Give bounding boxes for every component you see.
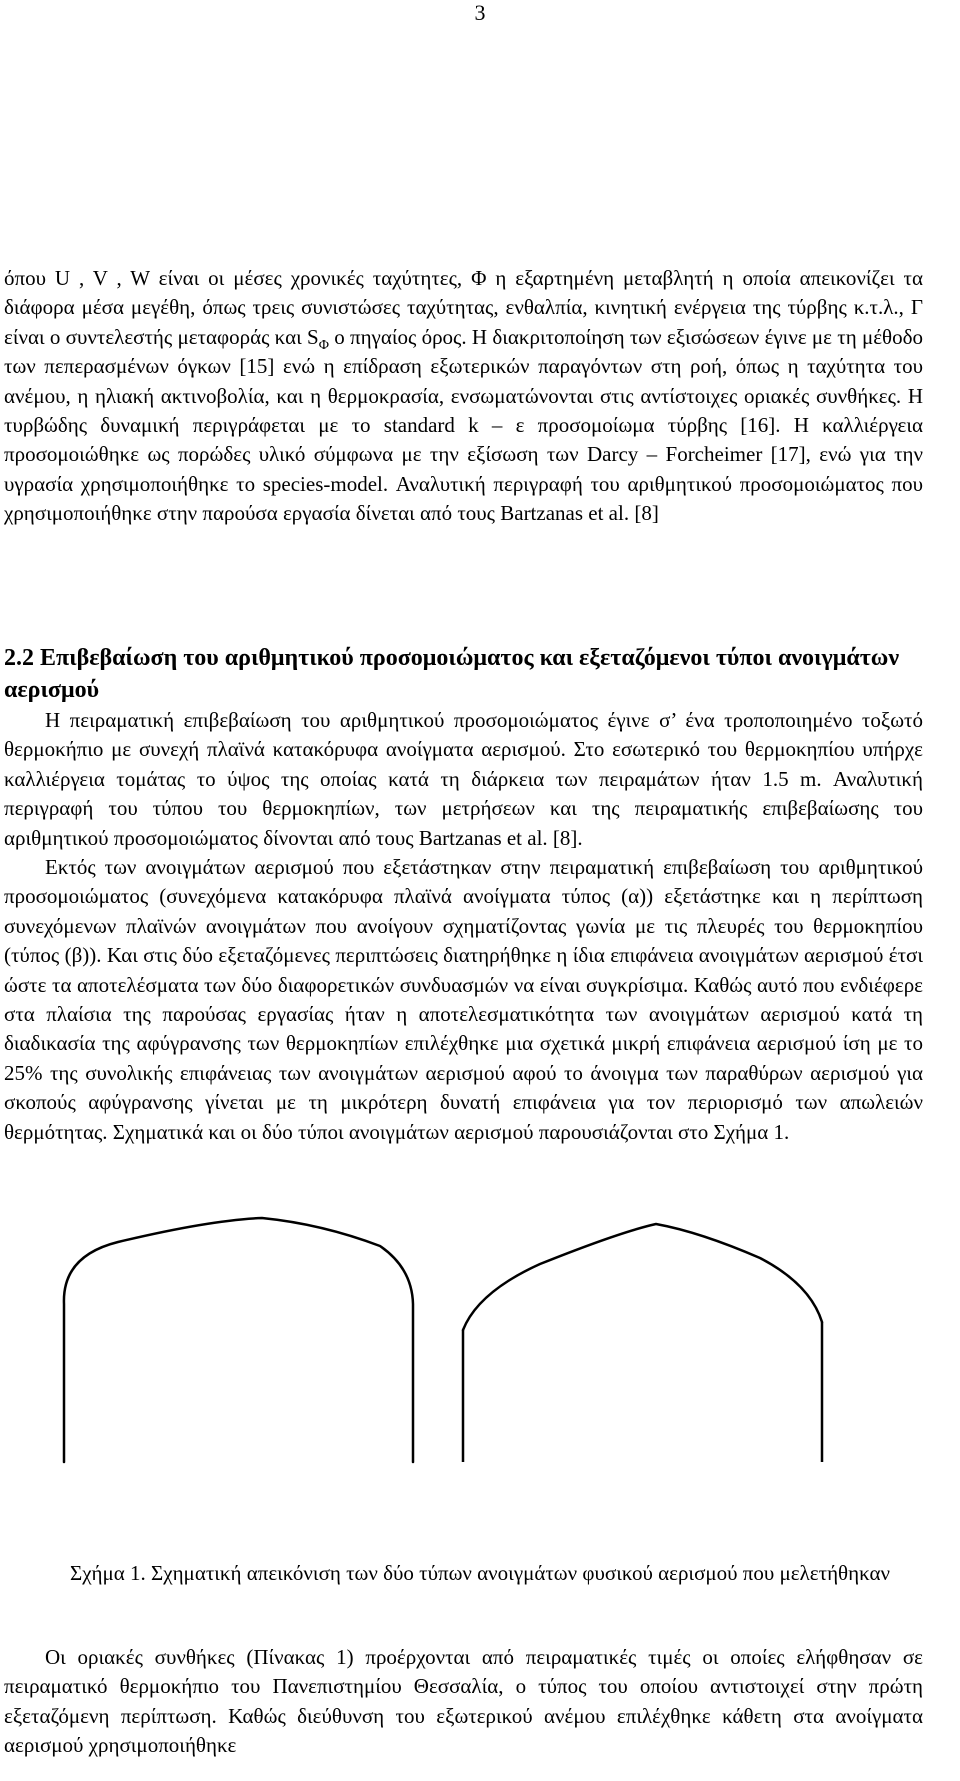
- boundary-conditions-paragraph: [4, 1643, 923, 1761]
- figure-drawing: [0, 1172, 960, 1542]
- validation-paragraph: Η πειραματική επιβεβαίωση του αριθμητικού προσομοιώματος έγινε σ’ ένα τροποποιημένο τοξωτό θερμοκήπιο με συνεχή πλαϊνά κατακόρυφα ανοίγματα αερισμού. Στο εσωτερικό του θερμοκηπίου υπήρχε καλλιέργεια τομάτας το ύψος της οποίας κατά τη διάρκεια των πειραμάτων ήταν 1.5 m. Αναλυτική περιγραφή του τύπου του θερμοκηπίων, των μετρήσεων και της πειραματικής επιβεβαίωσης του αριθμητικού προσομοιώματος δίνονται από τους Bartzanas et al. [8].: [4, 708, 923, 850]
- boundary-text: Οι οριακές συνθήκες (Πίνακας 1) προέρχονται από πειραματικές τιμές οι οποίες ελήφθησαν σε πειραματικό θερμοκήπιο του Πανεπιστημίου Θεσσαλία, ο τύπος του οποίου αντιστοιχεί στην πρώτη εξεταζόμενη περίπτωση. Καθώς διεύθυνση του εξωτερικού ανέμου επιλέχθηκε κάθετη στα ανοίγματα αερισμού χρησιμοποιήθηκε: [4, 1645, 923, 1758]
- greenhouse-arch-type-b: [463, 1224, 822, 1330]
- intro-text-part-a: όπου U , V , W είναι οι μέσες χρονικές ταχύτητες, Φ η εξαρτημένη μεταβλητή η οποία απεικονίζει τα διάφορα μέσα μεγέθη, όπως τρεις συνιστώσες ταχύτητας, ενθαλπία, κινητική ενέργεια της τύρβης κ.τ.λ., Γ είναι ο συντελεστής μεταφοράς και S: [4, 266, 923, 349]
- figure-caption: Σχήμα 1. Σχηματική απεικόνιση των δύο τύπων ανοιγμάτων φυσικού αερισμού που μελετήθηκαν: [70, 1561, 890, 1585]
- intro-text-part-b: ο πηγαίος όρος. Η διακριτοποίηση των εξισώσεων έγινε με τη μέθοδο των πεπερασμένων όγκων [15] ενώ η επίδραση εξωτερικών παραγόντων στη ροή, όπως η ταχύτητα του ανέμου, η ηλιακή ακτινοβολία, και η θερμοκρασία, ενσωματώνονται στις αντίστοιχες οριακές συνθήκες. Η τυρβώδης δυναμική περιγράφεται με το standard k – ε προσομοίωμα τύρβης [16]. Η καλλιέργεια προσομοιώθηκε ως πορώδες υλικό σύμφωνα με την εξίσωση των Darcy – Forcheimer [17], ενώ για την υγρασία χρησιμοποιήθηκε το species-model. Αναλυτική περιγραφή του αριθμητικού προσομοιώματος που χρησιμοποιήθηκε στην παρούσα εργασία δίνεται από τους Bartzanas et al. [8]: [4, 324, 923, 526]
- figure-greenhouse-vents: [0, 1172, 960, 1542]
- vent-types-paragraph: Εκτός των ανοιγμάτων αερισμού που εξετάστηκαν στην πειραματική επιβεβαίωση του αριθμητικού προσομοιώματος (συνεχόμενα κατακόρυφα πλαϊνά ανοίγματα τύπος (α)) εξετάστηκε και η περίπτωση συνεχόμενων πλαϊνών ανοιγμάτων που ανοίγουν σχηματίζοντας γωνία με τις πλευρές του θερμοκηπίου (τύπος (β)). Και στις δύο εξεταζόμενες περιπτώσεις διατηρήθηκε η ίδια επιφάνεια ανοιγμάτων αερισμού έτσι ώστε τα αποτελέσματα των δύο διαφορετικών συνδυασμών να είναι συγκρίσιμα. Καθώς αυτό που ενδιέφερε στα πλαίσια της παρούσας εργασίας ήταν η αποτελεσματικότητα των ανοιγμάτων αερισμού κατά τη διαδικασία της αφύγρανσης των θερμοκηπίων επιλέχθηκε μια σχετικά μικρή επιφάνεια αερισμού ίση με το 25% της συνολικής επιφάνειας των ανοιγμάτων αερισμού αφού το άνοιγμα των παραθύρων αερισμού για σκοπούς αφύγρανσης γίνεται με τη μικρότερη δυνατή επιφάνεια για τον περιορισμό των απωλειών θερμότητας. Σχηματικά και οι δύο τύποι ανοιγμάτων αερισμού παρουσιάζονται στο Σχήμα 1.: [4, 855, 923, 1144]
- source-term-subscript: Φ: [318, 338, 329, 353]
- section-body: [4, 706, 923, 1147]
- page-number: 3: [474, 0, 486, 25]
- intro-paragraph: [4, 264, 923, 529]
- greenhouse-arch-type-a: [64, 1218, 413, 1462]
- intro-text: [4, 264, 923, 529]
- section-heading: 2.2 Επιβεβαίωση του αριθμητικού προσομοιώματος και εξεταζόμενοι τύποι ανοιγμάτων αερισμού: [4, 645, 900, 703]
